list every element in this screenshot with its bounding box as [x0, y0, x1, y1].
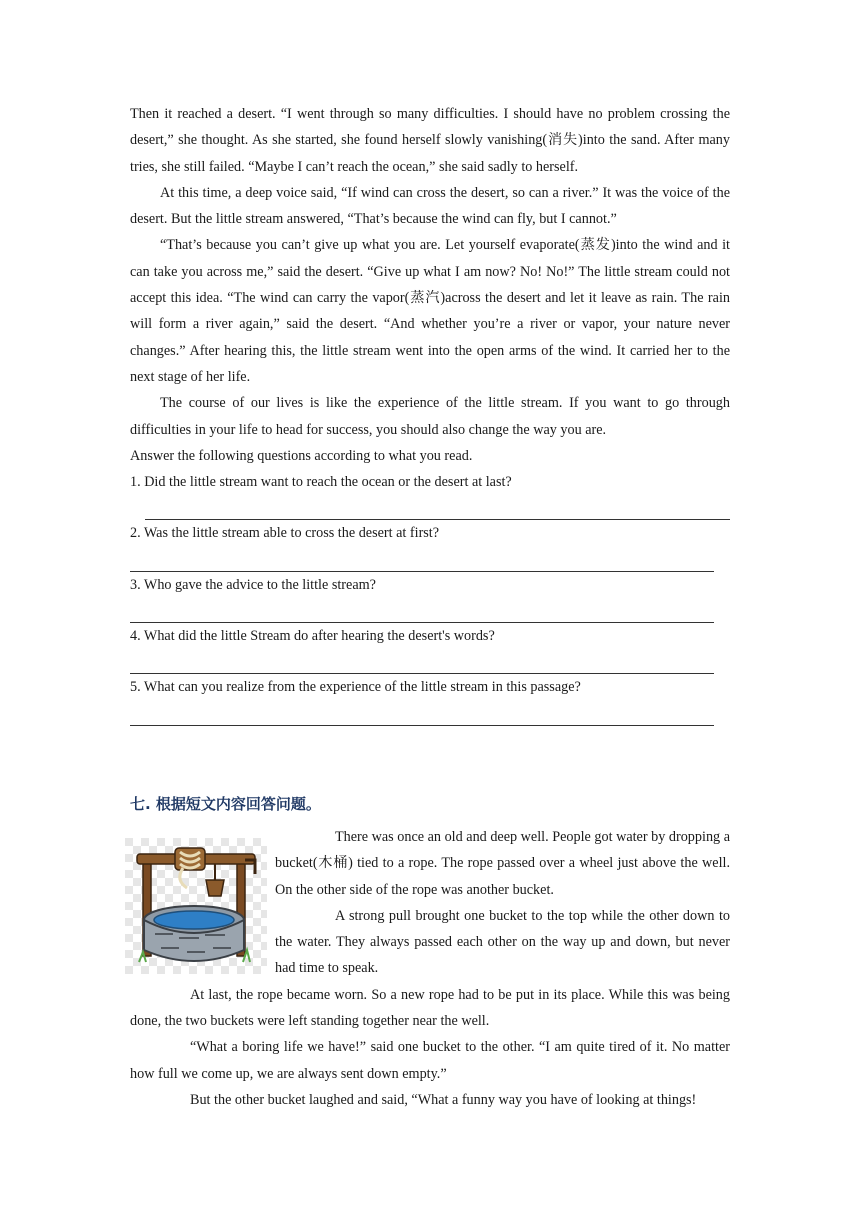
paragraph: But the other bucket laughed and said, “What a funny way you have of looking at things!: [190, 1091, 697, 1108]
passage-one: [130, 101, 730, 726]
answer-line-5[interactable]: [130, 701, 714, 726]
well-illustration: [125, 838, 267, 974]
paragraph: The course of our lives is like the experience of the little stream. If you want to go through difficulties in your life to head for success, you should also change the way you are.: [130, 395, 730, 438]
paragraph: There was once an old and deep well. People got water by dropping a bucket(木桶) tied to a rope. The rope passed over a wheel just above the well. On the other side of the rope was another bucket.: [275, 829, 730, 898]
paragraph: “That’s because you can’t give up what you are. Let yourself evaporate(蒸发)into the wind and it can take you across me,” said the desert. “Give up what I am now? No! No!” The little stream could not accept this idea. “The wind can carry the vapor(蒸汽)across the desert and let it leave as rain. The rain will form a river again,” said the desert. “And whether you’re a river or vapor, your nature never changes.” After hearing this, the little stream went into the open arms of the wind. It carried her to the next stage of her life.: [130, 237, 730, 385]
section-title: 七. 根据短文内容回答问题。: [130, 795, 321, 813]
question-5: 5. What can you realize from the experience of the little stream in this passage?: [130, 679, 581, 696]
question-4: 4. What did the little Stream do after hearing the desert's words?: [130, 628, 495, 645]
paragraph: At last, the rope became worn. So a new rope had to be put in its place. While this was being done, the two buckets were left standing together near the well.: [130, 986, 730, 1030]
answer-line-1[interactable]: [145, 495, 730, 520]
question-2: 2. Was the little stream able to cross the desert at first?: [130, 525, 440, 542]
paragraph: A strong pull brought one bucket to the top while the other down to the water. They always passed each other on the way up and down, but never had time to speak.: [275, 907, 730, 977]
answer-line-3[interactable]: [130, 598, 714, 623]
question-1: 1. Did the little stream want to reach the ocean or the desert at last?: [130, 474, 512, 491]
paragraph: Then it reached a desert. “I went through so many difficulties. I should have no problem crossing the desert,” she thought. As she started, she found herself slowly vanishing(消失)into the sand. After many tries, she still failed. “Maybe I can’t reach the ocean,” she said sadly to herself.: [130, 106, 730, 175]
passage-two: [130, 824, 730, 1113]
answer-line-2[interactable]: [130, 547, 714, 572]
answer-line-4[interactable]: [130, 649, 714, 674]
instruction: Answer the following questions according to what you read.: [130, 447, 473, 464]
paragraph: “What a boring life we have!” said one bucket to the other. “I am quite tired of it. No matter how full we come up, we are always sent down empty.”: [130, 1039, 730, 1082]
question-3: 3. Who gave the advice to the little stream?: [130, 576, 376, 593]
paragraph: At this time, a deep voice said, “If wind can cross the desert, so can a river.” It was the voice of the desert. But the little stream answered, “That’s because the wind can fly, but I cannot.”: [130, 184, 730, 228]
